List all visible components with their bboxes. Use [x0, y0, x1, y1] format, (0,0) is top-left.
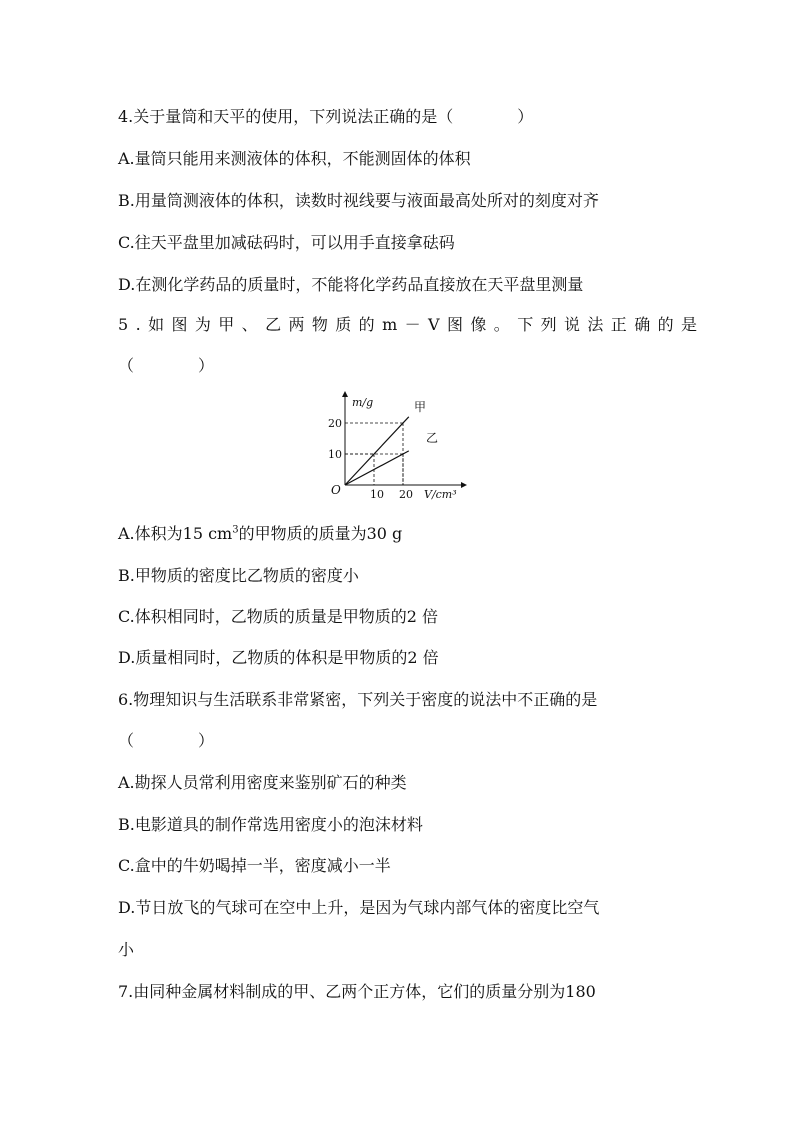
q6-answer-blank: （ ）: [118, 731, 215, 750]
q5-option-a: A.体积为15 $cm^3$的甲物质的质量为30 g: [118, 524, 403, 543]
y-tick-10: 10: [328, 448, 342, 461]
q6-option-b: B.电影道具的制作常选用密度小的泡沫材料: [118, 815, 423, 834]
q4-option-c: C.往天平盘里加减砝码时，可以用手直接拿砝码: [118, 233, 455, 252]
series-label-jia: 甲: [414, 400, 427, 414]
series-line-1: [345, 451, 409, 485]
q4-option-a: A.量筒只能用来测液体的体积，不能测固体的体积: [118, 149, 471, 168]
q6-option-d-line1: D.节日放飞的气球可在空中上升，是因为气球内部气体的密度比空气: [118, 898, 600, 917]
q5-option-d: D.质量相同时，乙物质的体积是甲物质的2 倍: [118, 648, 439, 667]
q5-option-c: C.体积相同时，乙物质的质量是甲物质的2 倍: [118, 607, 439, 626]
q7-stem: 7.由同种金属材料制成的甲、乙两个正方体，它们的质量分别为180: [118, 982, 596, 1001]
q5-answer-blank: （ ）: [118, 356, 215, 375]
y-tick-20: 20: [328, 417, 342, 430]
series-label-yi: 乙: [426, 431, 439, 445]
series-line-0: [345, 417, 409, 485]
x-tick-10: 10: [370, 488, 384, 501]
mv-graph: [318, 386, 478, 506]
x-axis-label: V/cm³: [424, 488, 457, 501]
q6-option-c: C.盒中的牛奶喝掉一半，密度减小一半: [118, 856, 391, 875]
q6-option-d-line2: 小: [118, 940, 135, 959]
q5-stem: 5.如图为甲、乙两物质的m－V图像。下列说法正确的是: [118, 315, 705, 334]
q5-option-b: B.甲物质的密度比乙物质的密度小: [118, 566, 359, 585]
y-axis-label: m/g: [352, 396, 374, 409]
q4-option-d: D.在测化学药品的质量时，不能将化学药品直接放在天平盘里测量: [118, 275, 584, 294]
q6-option-a: A.勘探人员常利用密度来鉴别矿石的种类: [118, 773, 407, 792]
q4-option-b: B.用量筒测液体的体积，读数时视线要与液面最高处所对的刻度对齐: [118, 191, 599, 210]
origin-label: O: [331, 483, 341, 497]
q6-stem: 6.物理知识与生活联系非常紧密，下列关于密度的说法中不正确的是: [118, 690, 598, 709]
q4-stem: 4.关于量筒和天平的使用，下列说法正确的是（ ）: [118, 107, 534, 126]
x-tick-20: 20: [399, 488, 413, 501]
